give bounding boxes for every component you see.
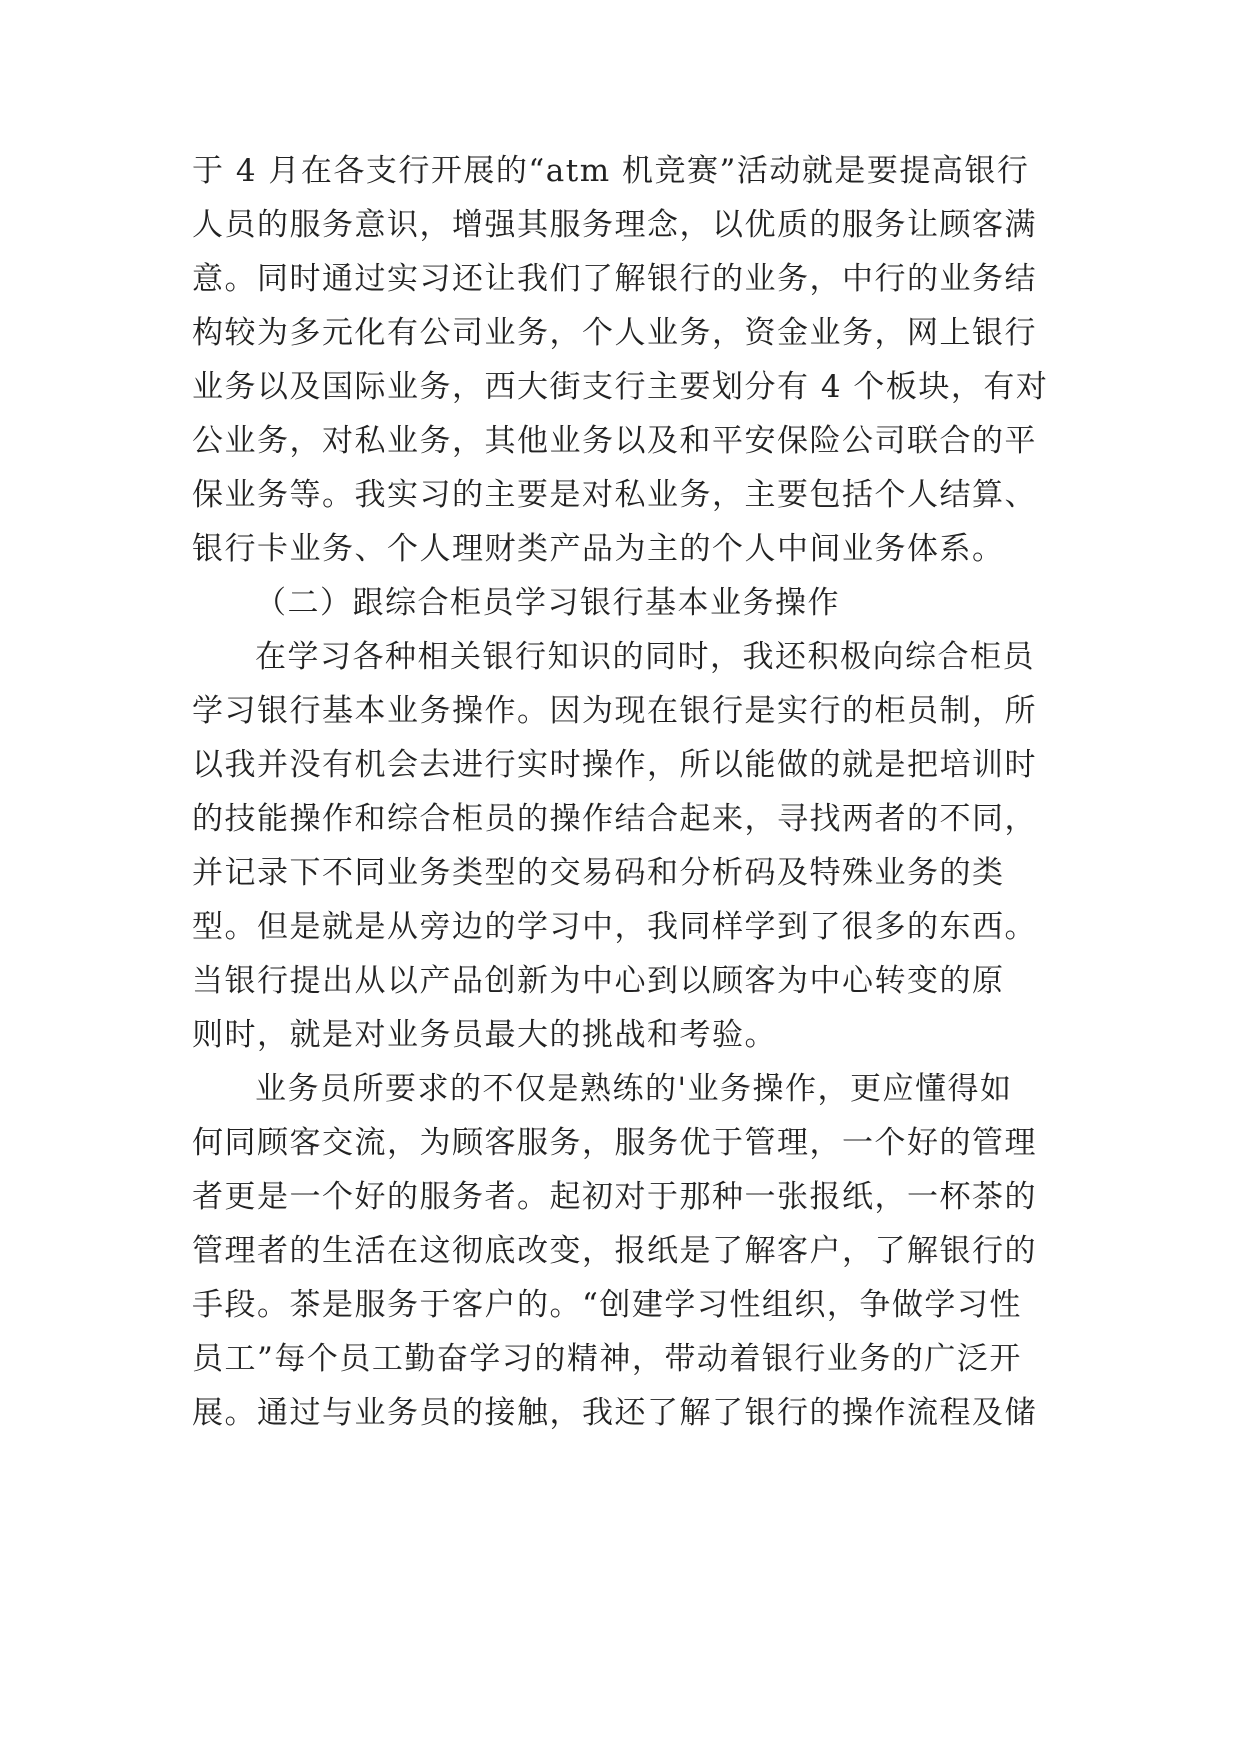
- text-line: 手段。茶是服务于客户的。“创建学习性组织，争做学习性: [192, 1287, 1022, 1323]
- text-line: 展。通过与业务员的接触，我还了解了银行的操作流程及储: [192, 1395, 1037, 1431]
- text-line: 则时，就是对业务员最大的挑战和考验。: [192, 1017, 777, 1053]
- text-line: 银行卡业务、个人理财类产品为主的个人中间业务体系。: [192, 531, 1005, 567]
- text-line: 保业务等。我实习的主要是对私业务，主要包括个人结算、: [192, 477, 1037, 513]
- text-line: 于 4 月在各支行开展的“atm 机竞赛”活动就是要提高银行: [192, 153, 1030, 189]
- text-line: 公业务，对私业务，其他业务以及和平安保险公司联合的平: [192, 423, 1037, 459]
- text-line: 员工”每个员工勤奋学习的精神，带动着银行业务的广泛开: [192, 1341, 1022, 1377]
- text-line: 的技能操作和综合柜员的操作结合起来，寻找两者的不同，: [192, 801, 1037, 837]
- text-line: 以我并没有机会去进行实时操作，所以能做的就是把培训时: [192, 747, 1037, 783]
- text-line: 并记录下不同业务类型的交易码和分析码及特殊业务的类: [192, 855, 1005, 891]
- text-line: 业务员所要求的不仅是熟练的'业务操作，更应懂得如: [255, 1071, 1013, 1107]
- text-line: 在学习各种相关银行知识的同时，我还积极向综合柜员: [255, 639, 1035, 675]
- text-line: 构较为多元化有公司业务，个人业务，资金业务，网上银行: [192, 315, 1037, 351]
- section-heading: （二）跟综合柜员学习银行基本业务操作: [255, 585, 840, 621]
- text-line: 者更是一个好的服务者。起初对于那种一张报纸，一杯茶的: [192, 1179, 1037, 1215]
- text-line: 学习银行基本业务操作。因为现在银行是实行的柜员制，所: [192, 693, 1037, 729]
- text-line: 何同顾客交流，为顾客服务，服务优于管理，一个好的管理: [192, 1125, 1037, 1161]
- text-line: 人员的服务意识，增强其服务理念，以优质的服务让顾客满: [192, 207, 1037, 243]
- text-line: 业务以及国际业务，西大街支行主要划分有 4 个板块，有对: [192, 369, 1049, 405]
- text-line: 型。但是就是从旁边的学习中，我同样学到了很多的东西。: [192, 909, 1037, 945]
- text-line: 管理者的生活在这彻底改变，报纸是了解客户，了解银行的: [192, 1233, 1037, 1269]
- text-line: 意。同时通过实习还让我们了解银行的业务，中行的业务结: [192, 261, 1037, 297]
- text-line: 当银行提出从以产品创新为中心到以顾客为中心转变的原: [192, 963, 1005, 999]
